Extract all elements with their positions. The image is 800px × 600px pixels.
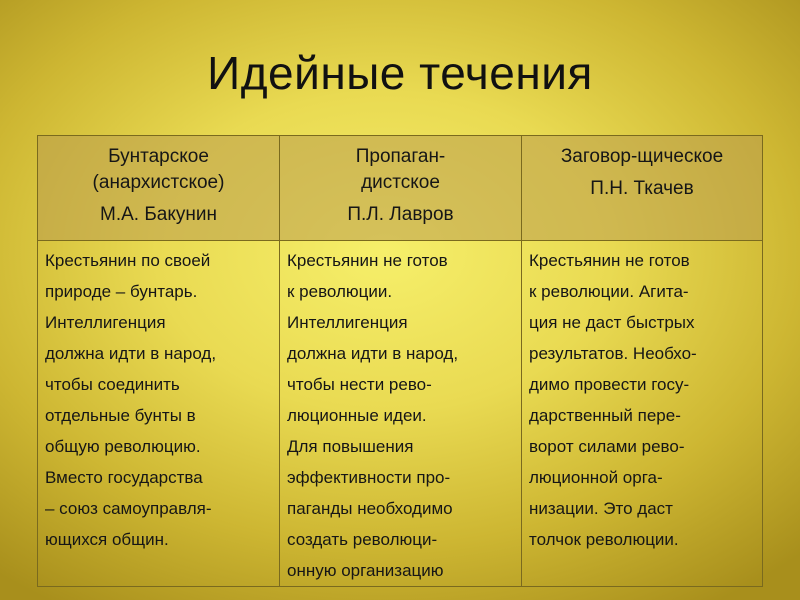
text-line: результатов. Необхо- [529, 344, 697, 363]
body-row [38, 241, 763, 587]
column-person: П.Л. Лавров [347, 204, 454, 225]
text-line: Интеллигенция [45, 313, 166, 332]
text-line: Для повышения [287, 437, 414, 456]
column-name: Бунтарское (анархистское) [92, 146, 225, 193]
text-line: отдельные бунты в [45, 406, 196, 425]
text-line: должна идти в народ, [287, 344, 459, 363]
text-line: дарственный пере- [529, 406, 681, 425]
text-line: Интеллигенция [287, 313, 408, 332]
column-name: Пропаган-дистское [355, 146, 446, 193]
text-line: природе – бунтарь. [45, 282, 198, 301]
text-line: ция не даст быстрых [529, 313, 695, 332]
page-title: Идейные течения [207, 47, 593, 99]
text-line: к революции. Агита- [529, 282, 689, 301]
text-line: димо провести госу- [529, 375, 690, 394]
body-cell-buntarskoe [38, 241, 280, 587]
column-person: П.Н. Ткачев [590, 178, 694, 199]
text-line: Крестьянин не готов [287, 251, 448, 270]
text-line: чтобы нести рево- [287, 375, 432, 394]
text-line: Крестьянин не готов [529, 251, 690, 270]
text-line: Вместо государства [45, 468, 203, 487]
column-name: Заговор-щическое [560, 146, 724, 167]
text-line: низации. Это даст [529, 499, 673, 518]
text-line: эффективности про- [287, 468, 451, 487]
text-line: Крестьянин по своей [45, 251, 211, 270]
header-cell-propagandistskoe [280, 136, 522, 241]
body-cell-zagovorshcheskoe [522, 241, 763, 587]
text-line: паганды необходимо [287, 499, 453, 518]
text-line: – союз самоуправля- [45, 499, 212, 518]
text-line: ющихся общин. [45, 530, 169, 549]
text-line: толчок революции. [529, 530, 679, 549]
body-cell-propagandistskoe [280, 241, 522, 587]
header-cell-zagovorshcheskoe [522, 136, 763, 241]
header-row [38, 136, 763, 241]
text-line: люционные идеи. [287, 406, 427, 425]
text-line: к революции. [287, 282, 393, 301]
ideological-currents-table [37, 135, 763, 587]
header-cell-buntarskoe [38, 136, 280, 241]
text-line: ворот силами рево- [529, 437, 685, 456]
text-line: общую революцию. [45, 437, 201, 456]
text-line: люционной орга- [529, 468, 663, 487]
text-line: создать революци- [287, 530, 438, 549]
text-line: должна идти в народ, [45, 344, 217, 363]
column-person: М.А. Бакунин [100, 204, 217, 225]
text-line: чтобы соединить [45, 375, 180, 394]
text-line: онную организацию [287, 561, 444, 580]
